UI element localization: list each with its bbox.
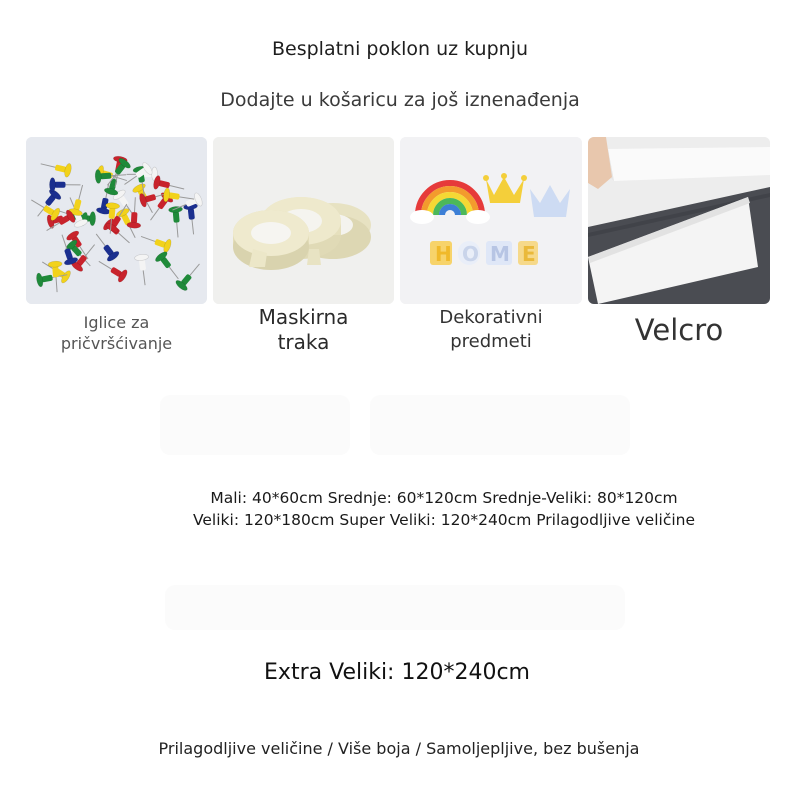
push-pins-image <box>26 137 207 304</box>
caption-line: traka <box>277 330 330 354</box>
decorative-items-image <box>400 137 582 304</box>
masking-tape-image <box>213 137 394 304</box>
faint-background-block <box>160 395 350 455</box>
sizes-line-1: Mali: 40*60cm Srednje: 60*120cm Srednje-Veliki: 80*120cm <box>210 489 678 507</box>
caption-line: Maskirna <box>258 305 349 329</box>
svg-text:O: O <box>462 242 480 266</box>
caption-line: Iglice za <box>83 313 150 332</box>
faint-background-block <box>165 585 625 630</box>
caption-push-pins <box>26 313 207 355</box>
svg-text:E: E <box>522 242 536 266</box>
caption-line: predmeti <box>450 331 532 353</box>
features-line: Prilagodljive veličine / Više boja / Samoljepljive, bez bušenja <box>158 739 640 758</box>
svg-text:M: M <box>490 242 510 266</box>
page-subtitle: Dodajte u košaricu za još iznenađenja <box>220 89 580 111</box>
svg-text:H: H <box>435 242 452 266</box>
caption-line: Dekorativni <box>439 307 543 328</box>
caption-velcro <box>588 312 770 350</box>
sizes-line-2: Veliki: 120*180cm Super Veliki: 120*240cm Prilagodljive veličine <box>192 511 696 529</box>
highlight-size: Extra Veliki: 120*240cm <box>264 660 530 685</box>
faint-background-block <box>370 395 630 455</box>
velcro-image <box>588 137 770 304</box>
caption-decorative-items <box>400 306 582 355</box>
caption-line: pričvršćivanje <box>60 333 173 353</box>
caption-masking-tape <box>213 305 394 355</box>
caption-line: Velcro <box>634 313 724 347</box>
page-title: Besplatni poklon uz kupnju <box>271 38 529 60</box>
